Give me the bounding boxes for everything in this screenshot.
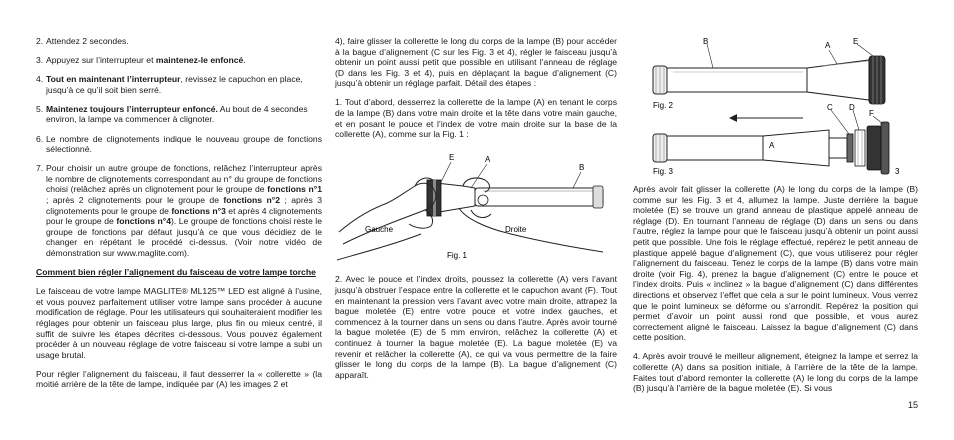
fig1-caption: Fig. 1 <box>447 251 468 261</box>
fig1-right-label: Droite <box>505 225 527 235</box>
fig2-caption: Fig. 2 <box>653 101 674 110</box>
step-4-tighten: 4. Après avoir trouvé le meilleur alignement, éteignez la lampe et serrez la collerette (A) dans sa position initiale, à l’arrière de la tête de la lampe. Faites tout d’abord remonter la collerette (A) le long du corps de la lampe (B) jusqu’à l’arrière de la bague moletée (E). Si vous <box>633 351 918 394</box>
step-6: 6. Le nombre de clignotements indique le nouveau groupe de fonctions sélectionné. <box>36 133 322 155</box>
section-heading: Comment bien régler l’alignement du faisceau de votre lampe torche <box>36 267 316 278</box>
column-right <box>633 184 918 394</box>
column-left <box>36 36 322 390</box>
step-2: 2. Attendez 2 secondes. <box>36 36 129 46</box>
intro-paragraph: Le faisceau de votre lampe MAGLITE® ML125™ LED est aligné à l’usine, et vous pouvez parfaitement utiliser votre lampe sans procéder à aucune modification de réglage. Pour les utilisateurs qui souhaiteraient modifier les réglages pour obtenir un faisceau plus large, plus fin ou mieux centré, il suffit de suivre les étapes décrites ci-dessous. Vous pouvez également procéder à un nouveau réglage de votre faisceau si votre lampe a subi un usage brutal. <box>36 286 322 360</box>
fig3-label-d: D <box>849 104 855 112</box>
step-1-loosen: 1. Tout d’abord, desserrez la collerette de la lampe (A) en tenant le corps de la lampe (B) dans votre main droite et la tête dans votre main gauche, et en posant le pouce et l’index de votre main droite sur la base de la collerette (A), comme sur la Fig. 1 : <box>335 97 617 140</box>
fig1-label-e: E <box>449 153 455 163</box>
fig1-left-label: Gauche <box>365 225 394 235</box>
procedure-continued: 4), faire glisser la collerette le long du corps de la lampe (B) pour accéder à la bague d’alignement (C sur les Fig. 3 et 4), régler le faisceau jusqu’à obtenir un point aussi petit que possible en utilisant l’anneau de réglage (D dans les Fig. 3 et 4), puis en déplaçant la bague d’alignement (C) jusqu’à obtenir un réglage parfait. Détail des étapes : <box>335 36 617 89</box>
step-7: 7. Pour choisir un autre groupe de fonctions, relâchez l’interrupteur après le nombre de clignotements correspondant au n° du groupe de fonctions choisi (relâchez après un clignotement pour le groupe de fonctions n°1 ; après 2 clignotements pour le groupe de fonctions n°2 ; après 3 clignotements pour le groupe de fonctions n°3 et après 4 clignotements pour le groupe de fonctions n°4). Le groupe de fonctions choisi reste le groupe de fonctions par défaut jusqu’à ce que vous décidiez de le changer en répétant le procédé ci-dessus. (Voir notre vidéo de démonstration sur www.maglite.com). <box>36 163 322 258</box>
fig3-label-a: A <box>769 141 775 150</box>
step-4: 4. Tout en maintenant l’interrupteur, revissez le capuchon en place, jusqu’à ce qu’il soit bien serré. <box>36 74 303 95</box>
fig3-extra: 3 <box>895 167 900 176</box>
fig3-label-f: F <box>869 109 874 118</box>
figure-3 <box>633 104 923 180</box>
fig2-label-a: A <box>825 41 831 50</box>
procedure-paragraph: Pour régler l’alignement du faisceau, il faut desserrer la « collerette » (la moitié arrière de la tête de lampe, indiquée par (A) les images 2 et <box>36 368 322 390</box>
step-5: 5. Maintenez toujours l’interrupteur enfoncé. Au bout de 4 secondes environ, la lampe va commencer à clignoter. <box>36 103 308 125</box>
page-number: 15 <box>907 400 918 410</box>
step-2-push: 2. Avec le pouce et l’index droits, poussez la collerette (A) vers l’avant jusqu’à obstruer l’espace entre la collerette et le capuchon avant (F). Tout en maintenant la pression vers l’avant avec votre main droite, attrapez la bague moletée (E) entre votre pouce et votre index gauches, et commencez à la tourner dans un sens ou dans l’autre. Après avoir tourné la bague moletée (E) de 5 mm environ, relâchez la collerette (A) et continuez à tourner la bague moletée (E). La bague moletée (E) va revenir et relâcher la collerette (A), ce qui va vous permettre de la faire glisser le long du corps de la lampe (B). La bague d’alignement (C) apparaît. <box>335 274 617 380</box>
figure-1-illustration <box>335 148 617 266</box>
figure-3-illustration <box>633 104 923 180</box>
fig3-label-c: C <box>827 104 833 112</box>
step-3-adjust: Après avoir fait glisser la collerette (A) le long du corps de la lampe (B) comme sur les Fig. 3 et 4, allumez la lampe. Juste derrière la bague moletée (E) se trouve un grand anneau de plastique appelé anneau de réglage (D). En tournant l’anneau de réglage (D) dans un sens ou dans l’autre, réglez la lampe pour que le faisceau jusqu’à obtenir un point aussi petit que possible. Une fois le réglage effectué, repérez le petit anneau de plastique appelé bague d’alignement (C), que vous utiliserez pour régler l’alignement du faisceau. Tenez le corps de la lampe (B) dans votre main droite (voir Fig. 4), prenez la bague d’alignement (C) entre le pouce et l’index droits. Puis « inclinez » la bague d’alignement (C) dans différentes directions et observez l’effet que cela a sur le point lumineux. Vous verrez que le point lumineux se déforme ou s’arrondit. Repérez la position qui permet d’avoir un point aussi rond que possible, et vous aurez correctement aligné le faisceau. Laissez la bague d’alignement (C) dans cette position. <box>633 184 918 343</box>
fig1-label-a: A <box>485 155 491 165</box>
fig2-label-b: B <box>703 37 709 46</box>
fig3-caption: Fig. 3 <box>653 167 674 176</box>
fig2-label-e: E <box>853 37 859 46</box>
fig1-label-b: B <box>579 163 585 173</box>
step-3: 3. Appuyez sur l’interrupteur et maintenez-le enfoncé. <box>36 55 246 66</box>
column-middle <box>335 36 617 380</box>
figure-1 <box>335 148 617 266</box>
